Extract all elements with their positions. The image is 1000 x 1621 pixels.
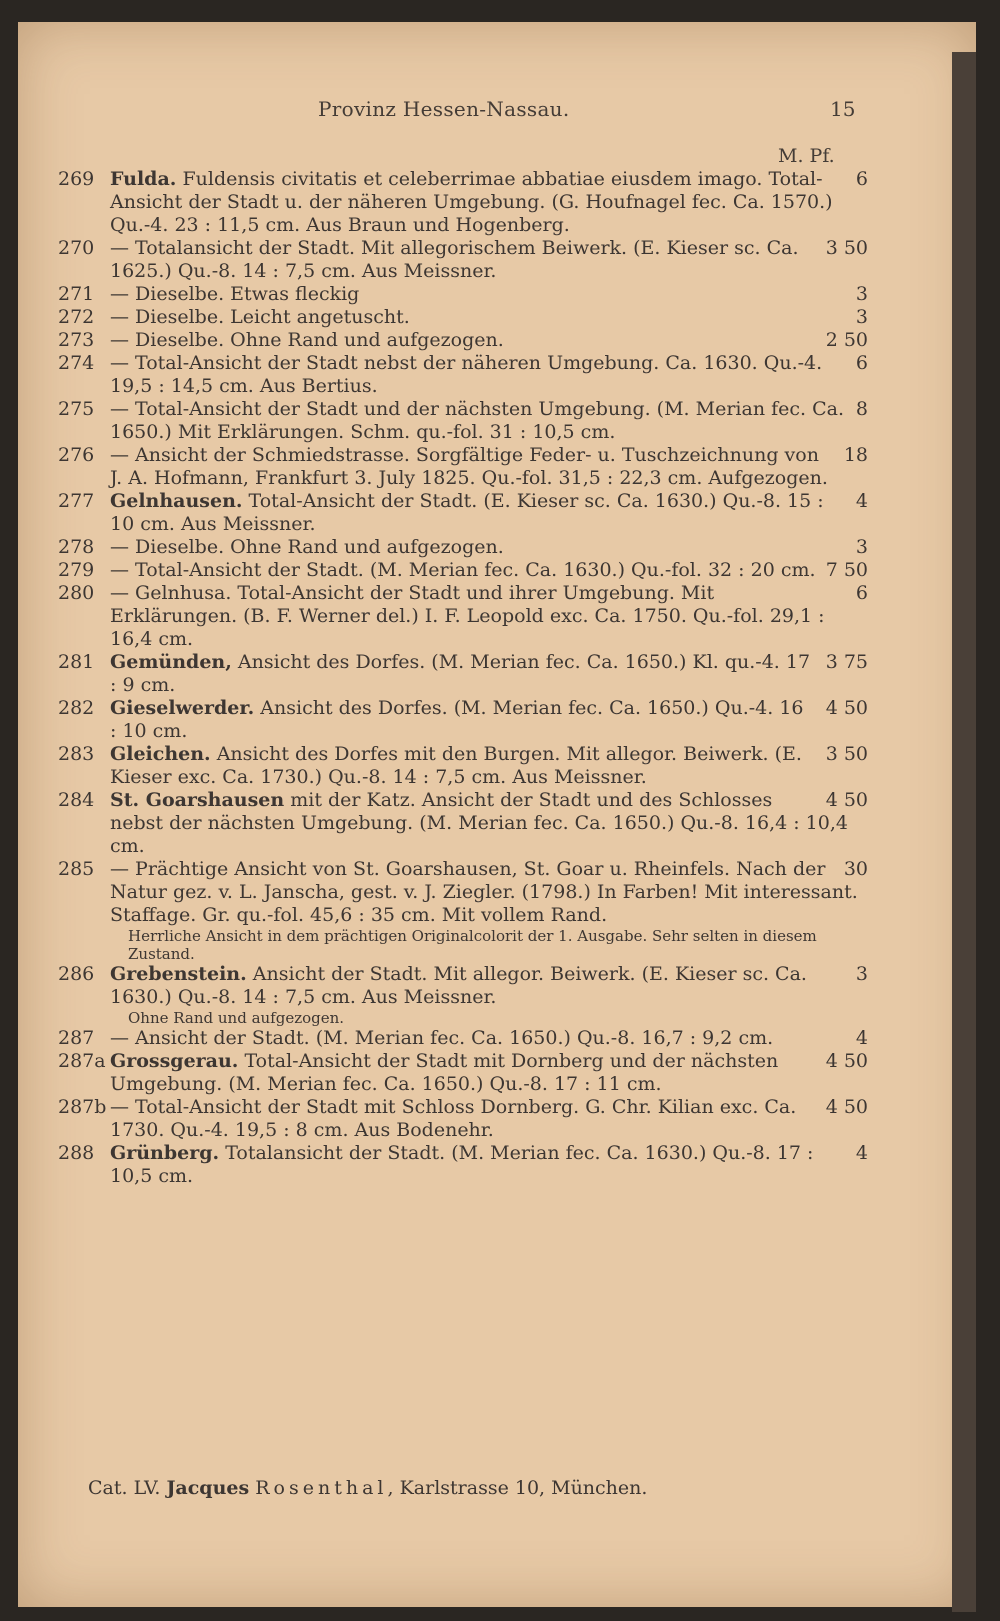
catalog-entry <box>58 536 868 559</box>
entry-description: — Total-Ansicht der Stadt. (M. Merian fec. Ca. 1630.) Qu.-fol. 32 : 20 cm. <box>110 559 816 581</box>
entry-description: Herrliche Ansicht in dem prächtigen Originalcolorit der 1. Ausgabe. Sehr selten in diesem Zustand. <box>128 927 817 963</box>
catalog-footer <box>88 1477 647 1499</box>
catalog-page <box>18 22 976 1607</box>
entry-price: 18 <box>843 444 868 466</box>
page-title: Provinz Hessen-Nassau. <box>318 97 570 121</box>
entry-description: Total-Ansicht der Stadt. (E. Kieser sc. Ca. 1630.) Qu.-8. 15 : 10 cm. Aus Meissner. <box>110 490 824 535</box>
entry-description: Ohne Rand und aufgezogen. <box>128 1009 345 1027</box>
entry-price: 4 50 <box>825 1050 868 1072</box>
entry-number: 277 <box>58 490 95 512</box>
entry-price: 3 <box>855 963 868 985</box>
entry-description: — Dieselbe. Etwas fleckig <box>110 283 360 305</box>
entry-price: 3 <box>855 283 868 305</box>
entry-list <box>58 168 868 1188</box>
catalog-entry <box>58 1050 868 1096</box>
entry-number: 269 <box>58 168 95 190</box>
entry-description: Fuldensis civitatis et celeberrimae abbatiae eiusdem imago. Total-Ansicht der Stadt u. der näheren Umgebung. (G. Houfnagel fec. Ca. 1570.) Qu.-4. 23 : 11,5 cm. Aus Braun und Hogenberg. <box>110 168 833 236</box>
entry-price: 4 <box>855 1027 868 1049</box>
dealer-name: Jacques <box>166 1477 250 1499</box>
entry-place: Gemünden, <box>110 651 232 673</box>
entry-description: Total-Ansicht der Stadt mit Dornberg und der nächsten Umgebung. (M. Merian fec. Ca. 1650.) Qu.-8. 17 : 11 cm. <box>110 1050 779 1095</box>
page-number: 15 <box>830 97 856 121</box>
book-edge <box>952 52 976 1612</box>
catalog-entry <box>58 237 868 283</box>
catalog-entry <box>58 559 868 582</box>
entry-number: 275 <box>58 398 95 420</box>
entry-number: 276 <box>58 444 95 466</box>
entry-number: 287 <box>58 1027 95 1049</box>
entry-price: 4 50 <box>825 1096 868 1118</box>
entry-description: — Total-Ansicht der Stadt mit Schloss Dornberg. G. Chr. Kilian exc. Ca. 1730. Qu.-4. 19,5 : 8 cm. Aus Bodenehr. <box>110 1096 797 1141</box>
catalog-entry <box>58 651 868 697</box>
entry-description: — Prächtige Ansicht von St. Goarshausen, St. Goar u. Rheinfels. Nach der Natur gez. v. L. Janscha, gest. v. J. Ziegler. (1798.) In Farben! Mit interessant. Staffage. Gr. qu.-fol. 45,6 : 35 cm. Mit vollem Rand. <box>110 858 858 926</box>
dealer-address: , Karlstrasse 10, München. <box>387 1477 648 1499</box>
entry-description: — Ansicht der Stadt. (M. Merian fec. Ca. 1650.) Qu.-8. 16,7 : 9,2 cm. <box>110 1027 774 1049</box>
entry-price: 8 <box>855 398 868 420</box>
entry-price: 6 <box>855 168 868 190</box>
entry-number: 287b <box>58 1096 107 1118</box>
entry-number: 282 <box>58 697 95 719</box>
catalog-entry <box>58 168 868 237</box>
entry-price: 4 <box>855 1142 868 1164</box>
entry-place: Fulda. <box>110 168 177 190</box>
catalog-entry <box>58 858 868 927</box>
entry-number: 270 <box>58 237 95 259</box>
entry-description: Ansicht des Dorfes. (M. Merian fec. Ca. 1650.) Kl. qu.-4. 17 : 9 cm. <box>110 651 811 696</box>
entry-description: Ansicht des Dorfes. (M. Merian fec. Ca. 1650.) Qu.-4. 16 : 10 cm. <box>110 697 804 742</box>
entry-note <box>58 927 868 963</box>
entry-price: 4 50 <box>825 789 868 811</box>
entry-number: 288 <box>58 1142 95 1164</box>
entry-place: St. Goarshausen <box>110 789 285 811</box>
catalog-entry <box>58 1096 868 1142</box>
entry-number: 283 <box>58 743 95 765</box>
entry-description: — Dieselbe. Leicht angetuscht. <box>110 306 410 328</box>
entry-place: Grebenstein. <box>110 963 247 985</box>
catalog-entry <box>58 398 868 444</box>
entry-description: — Total-Ansicht der Stadt und der nächsten Umgebung. (M. Merian fec. Ca. 1650.) Mit Erklärungen. Schm. qu.-fol. 31 : 10,5 cm. <box>110 398 844 443</box>
entry-number: 284 <box>58 789 95 811</box>
entry-description: — Ansicht der Schmiedstrasse. Sorgfältige Feder- u. Tuschzeichnung von J. A. Hofmann, Frankfurt 3. July 1825. Qu.-fol. 31,5 : 22,3 cm. Aufgezogen. <box>110 444 828 489</box>
catalog-entry <box>58 283 868 306</box>
entry-price: 4 <box>855 490 868 512</box>
catalog-entry <box>58 490 868 536</box>
entry-description: — Gelnhusa. Total-Ansicht der Stadt und ihrer Umgebung. Mit Erklärungen. (B. F. Werner del.) I. F. Leopold exc. Ca. 1750. Qu.-fol. 29,1 : 16,4 cm. <box>110 582 825 650</box>
entry-place: Gelnhausen. <box>110 490 243 512</box>
entry-price: 6 <box>855 352 868 374</box>
entry-price: 7 50 <box>825 559 868 581</box>
entry-description: mit der Katz. Ansicht der Stadt und des Schlosses nebst der nächsten Umgebung. (M. Merian fec. Ca. 1650.) Qu.-8. 16,4 : 10,4 cm. <box>110 789 848 857</box>
entry-price: 4 50 <box>825 697 868 719</box>
entry-price: 6 <box>855 582 868 604</box>
entry-number: 278 <box>58 536 95 558</box>
catalog-number: Cat. LV. <box>88 1477 161 1499</box>
catalog-entry <box>58 697 868 743</box>
catalog-entry <box>58 789 868 858</box>
entry-price: 3 50 <box>825 743 868 765</box>
entry-description: — Totalansicht der Stadt. Mit allegorischem Beiwerk. (E. Kieser sc. Ca. 1625.) Qu.-8. 14 : 7,5 cm. Aus Meissner. <box>110 237 799 282</box>
entry-price: 30 <box>843 858 868 880</box>
catalog-entry <box>58 352 868 398</box>
entry-description: — Total-Ansicht der Stadt nebst der näheren Umgebung. Ca. 1630. Qu.-4. 19,5 : 14,5 cm. Aus Bertius. <box>110 352 823 397</box>
catalog-entry <box>58 963 868 1009</box>
catalog-entry <box>58 743 868 789</box>
catalog-entry <box>58 1142 868 1188</box>
entry-description: — Dieselbe. Ohne Rand und aufgezogen. <box>110 536 504 558</box>
entry-number: 285 <box>58 858 95 880</box>
entry-description: Totalansicht der Stadt. (M. Merian fec. Ca. 1630.) Qu.-8. 17 : 10,5 cm. <box>110 1142 814 1187</box>
entry-description: — Dieselbe. Ohne Rand und aufgezogen. <box>110 329 504 351</box>
entry-number: 271 <box>58 283 95 305</box>
entry-price: 3 <box>855 306 868 328</box>
catalog-entry <box>58 582 868 651</box>
entry-price: 3 75 <box>825 651 868 673</box>
currency-label: M. Pf. <box>778 145 835 167</box>
entry-description: Ansicht der Stadt. Mit allegor. Beiwerk. (E. Kieser sc. Ca. 1630.) Qu.-8. 14 : 7,5 cm. Aus Meissner. <box>110 963 807 1008</box>
catalog-entry <box>58 1027 868 1050</box>
entry-number: 281 <box>58 651 95 673</box>
entry-number: 280 <box>58 582 95 604</box>
entry-price: 2 50 <box>825 329 868 351</box>
entry-place: Grünberg. <box>110 1142 220 1164</box>
entry-description: Ansicht des Dorfes mit den Burgen. Mit allegor. Beiwerk. (E. Kieser exc. Ca. 1730.) Qu.-8. 14 : 7,5 cm. Aus Meissner. <box>110 743 802 788</box>
dealer-surname: Rosenthal <box>255 1477 388 1499</box>
entry-note <box>58 1009 868 1027</box>
entry-price: 3 50 <box>825 237 868 259</box>
catalog-entry <box>58 329 868 352</box>
entry-number: 287a <box>58 1050 106 1072</box>
entry-number: 274 <box>58 352 95 374</box>
catalog-entry <box>58 444 868 490</box>
entry-price: 3 <box>855 536 868 558</box>
entry-number: 272 <box>58 306 95 328</box>
entry-number: 279 <box>58 559 95 581</box>
entry-place: Gleichen. <box>110 743 211 765</box>
entry-number: 273 <box>58 329 95 351</box>
catalog-entry <box>58 306 868 329</box>
entry-place: Grossgerau. <box>110 1050 239 1072</box>
entry-number: 286 <box>58 963 95 985</box>
entry-place: Gieselwerder. <box>110 697 255 719</box>
